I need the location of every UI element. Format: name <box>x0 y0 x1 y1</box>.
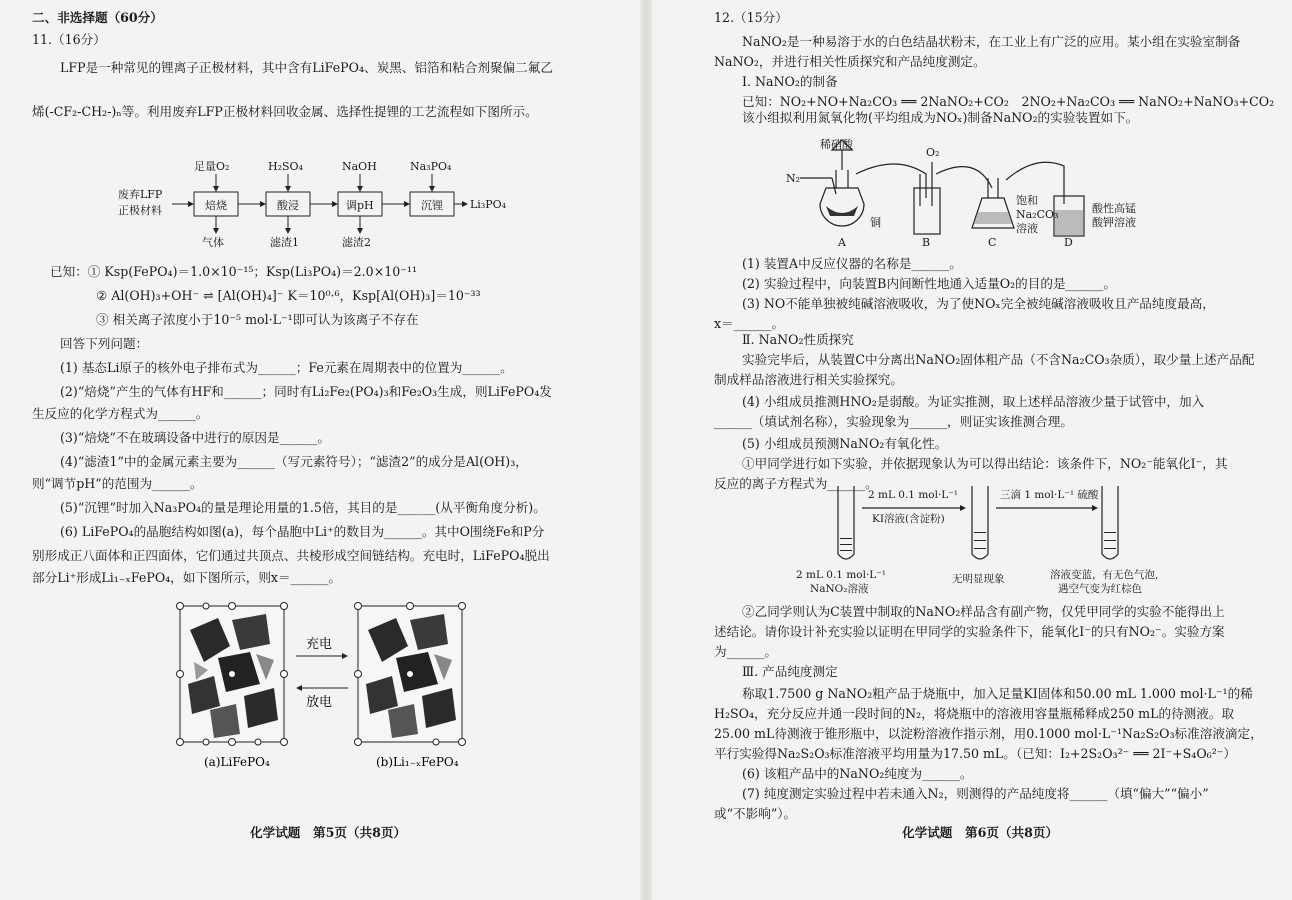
part1-setup: 该小组拟利用氮氧化物(平均组成为NOₓ)制备NaNO₂的实验装置如下。 <box>742 110 1139 125</box>
q11-6c: 部分Li⁺形成Li₁₋ₓFePO₄，如下图所示，则x＝______。 <box>32 570 342 585</box>
crystal-b <box>355 603 466 746</box>
part3-title: Ⅲ. 产品纯度测定 <box>742 664 838 679</box>
label-o2: O₂ <box>926 146 940 159</box>
label-D: D <box>1064 236 1073 249</box>
q12-5-2b: 述结论。请你设计补充实验以证明在甲同学的实验条件下，能氧化I⁻的只有NO₂⁻。实验方案 <box>714 624 1225 639</box>
q12-1: (1) 装置A中反应仪器的名称是______。 <box>742 256 962 271</box>
process-flow-diagram <box>110 158 510 250</box>
flow-step-roast: 焙烧 <box>205 199 227 212</box>
part3-line-1: 称取1.7500 g NaNO₂粗产品于烧瓶中，加入足量KI固体和50.00 mL 1.000 mol·L⁻¹的稀 <box>742 686 1253 701</box>
tube2-label: 无明显现象 <box>952 573 1005 585</box>
q11-4a: (4)“滤渣1”中的金属元素主要为______（写元素符号）；“滤渣2”的成分是Al(OH)₃， <box>60 454 528 469</box>
output-residue-1: 滤渣1 <box>270 236 299 249</box>
q11-line-1: LFP是一种常见的锂离子正极材料，其中含有LiFePO₄、炭黑、铝箔和粘合剂聚偏二氟乙 <box>60 60 553 75</box>
label-sat-1: 饱和 <box>1016 194 1038 207</box>
label-charge: 充电 <box>306 637 333 652</box>
flow-step-leach: 酸浸 <box>277 199 299 212</box>
q11-5: (5)“沉锂”时加入Na₃PO₄的量是理论用量的1.5倍，其目的是______(从平衡角度分析)。 <box>60 500 546 515</box>
part2-line-1: 实验完毕后，从装置C中分离出NaNO₂固体粗产品（不含Na₂CO₃杂质），取少量上述产品配 <box>742 352 1255 367</box>
known-3: ③ 相关离子浓度小于10⁻⁵ mol·L⁻¹即可认为该离子不存在 <box>96 312 419 327</box>
tube1-line1: 2 mL 0.1 mol·L⁻¹ <box>796 569 887 581</box>
q12-4a: (4) 小组成员推测HNO₂是弱酸。为证实推测，取上述样品溶液少量于试管中，加入 <box>742 394 1205 409</box>
apparatus-diagram <box>786 134 1176 250</box>
q12-5-1a: ①甲同学进行如下实验，并依据现象认为可以得出结论：该条件下，NO₂⁻能氧化I⁻，其 <box>742 456 1228 471</box>
label-discharge: 放电 <box>306 695 333 710</box>
q11-1: (1) 基态Li原子的核外电子排布式为______；Fe元素在周期表中的位置为______。 <box>60 360 513 375</box>
flow-input-2: 正极材料 <box>118 204 162 217</box>
q12-3a: (3) NO不能单独被纯碱溶液吸收，为了使NOₓ完全被纯碱溶液吸收且产品纯度最高， <box>742 296 1215 311</box>
label-sat-3: 溶液 <box>1016 222 1038 235</box>
label-dilute-nitric: 稀硝酸 <box>820 138 853 151</box>
reagent-h2so4: H₂SO₄ <box>268 160 303 173</box>
section-title: 二、非选择题（60分） <box>32 10 163 25</box>
caption-b: (b)Li₁₋ₓFePO₄ <box>376 755 459 769</box>
label-C: C <box>988 236 997 249</box>
q12-7b: 或“不影响”）。 <box>714 806 797 821</box>
q12-6: (6) 该粗产品中的NaNO₂纯度为______。 <box>742 766 973 781</box>
part1-known: 已知：NO₂+NO+Na₂CO₃ ══ 2NaNO₂+CO₂ 2NO₂+Na₂CO₃ ══ NaNO₂+NaNO₃+CO₂ <box>742 94 1275 109</box>
arrow1-bottom: KI溶液(含淀粉) <box>872 513 945 525</box>
answer-prompt: 回答下列问题： <box>60 336 149 351</box>
q12-3b: x＝______。 <box>714 316 785 331</box>
q12-5-2a: ②乙同学则认为C装置中制取的NaNO₂样品含有副产物，仅凭甲同学的实验不能得出上 <box>742 604 1225 619</box>
reagent-naoh: NaOH <box>342 160 377 173</box>
known-1: 已知：① Ksp(FePO₄)＝1.0×10⁻¹⁵；Ksp(Li₃PO₄)＝2.0×10⁻¹¹ <box>50 264 418 279</box>
q12-5: (5) 小组成员预测NaNO₂有氧化性。 <box>742 436 948 451</box>
reagent-o2: 足量O₂ <box>194 160 230 173</box>
q12-4b: ______（填试剂名称），实验现象为______，则证实该推测合理。 <box>714 414 1073 429</box>
page-footer-right: 化学试题 第6页（共8页） <box>902 825 1059 840</box>
output-gas: 气体 <box>202 236 224 249</box>
q11-2a: (2)“焙烧”产生的气体有HF和______；同时有Li₂Fe₂(PO₄)₃和Fe₂O₃生成，则LiFePO₄发 <box>60 384 552 399</box>
caption-a: (a)LiFePO₄ <box>204 755 270 769</box>
test-tube-diagram <box>796 478 1236 598</box>
part3-line-3: 25.00 mL待测液于锥形瓶中，以淀粉溶液作指示剂，用0.1000 mol·L⁻¹Na₂S₂O₃标准溶液滴定， <box>714 726 1263 741</box>
tube3-line1: 溶液变蓝，有无色气泡, <box>1050 569 1159 581</box>
flow-step-li: 沉锂 <box>421 199 443 212</box>
q11-line-2: 烯(-CF₂-CH₂-)ₙ等。利用废弃LFP正极材料回收金属、选择性提锂的工艺流程如下图所示。 <box>32 104 538 119</box>
q12-5-2c: 为______。 <box>714 644 777 659</box>
flow-step-ph: 调pH <box>346 199 374 212</box>
part2-title: Ⅱ. NaNO₂性质探究 <box>742 332 854 347</box>
label-B: B <box>922 236 931 249</box>
label-kmno4-2: 酸钾溶液 <box>1092 216 1136 229</box>
arrow1-top: 2 mL 0.1 mol·L⁻¹ <box>868 489 959 501</box>
q11-2b: 生反应的化学方程式为______。 <box>32 406 209 421</box>
label-A: A <box>838 236 846 249</box>
crystal-a <box>177 603 288 746</box>
part1-title: Ⅰ. NaNO₂的制备 <box>742 74 838 89</box>
label-copper: 铜 <box>870 216 881 229</box>
crystal-structure-figure <box>170 600 470 780</box>
output-residue-2: 滤渣2 <box>342 236 371 249</box>
arrow2-top: 三滴 1 mol·L⁻¹ 硫酸 <box>1000 489 1099 501</box>
label-n2: N₂ <box>786 172 801 185</box>
part3-line-2: H₂SO₄，充分反应并通一段时间的N₂，将烧瓶中的溶液用容量瓶稀释成250 mL的待测液。取 <box>714 706 1235 721</box>
q12-header: 12.（15分） <box>714 10 788 25</box>
q11-header: 11.（16分） <box>32 32 106 47</box>
page-6 <box>646 0 1292 900</box>
q12-intro-2: NaNO₂，并进行相关性质探究和产品纯度测定。 <box>714 54 986 69</box>
q12-7a: (7) 纯度测定实验过程中若未通入N₂，则测得的产品纯度将______（填“偏大”“偏小” <box>742 786 1209 801</box>
part2-line-2: 制成样品溶液进行相关实验探究。 <box>714 372 903 387</box>
label-sat-2: Na₂CO₃ <box>1016 208 1059 221</box>
known-2: ② Al(OH)₃+OH⁻ ⇌ [Al(OH)₄]⁻ K＝10⁰·⁶，Ksp[Al(OH)₃]＝10⁻³³ <box>96 288 481 303</box>
q12-intro-1: NaNO₂是一种易溶于水的白色结晶状粉末，在工业上有广泛的应用。某小组在实验室制备 <box>742 34 1241 49</box>
page-footer-left: 化学试题 第5页（共8页） <box>250 825 407 840</box>
tube1-line2: NaNO₂溶液 <box>810 583 869 595</box>
flow-product: Li₃PO₄ <box>470 198 507 211</box>
q12-2: (2) 实验过程中，向装置B内间断性地通入适量O₂的目的是______。 <box>742 276 1116 291</box>
q12-5-1b: 反应的离子方程式为______。 <box>714 476 878 491</box>
reagent-na3po4: Na₃PO₄ <box>410 160 452 173</box>
q11-3: (3)“焙烧”不在玻璃设备中进行的原因是______。 <box>60 430 330 445</box>
flow-input-1: 废弃LFP <box>118 188 163 201</box>
q11-6a: (6) LiFePO₄的晶胞结构如图(a)，每个晶胞中Li⁺的数目为______。其中O围绕Fe和P分 <box>60 524 545 539</box>
part3-line-4: 平行实验得Na₂S₂O₃标准溶液平均用量为17.50 mL。（已知：I₂+2S₂O₃²⁻ ══ 2I⁻+S₄O₆²⁻） <box>714 746 1236 761</box>
q11-4b: 则“调节pH”的范围为______。 <box>32 476 203 491</box>
q11-6b: 别形成正八面体和正四面体，它们通过共顶点、共棱形成空间链结构。充电时，LiFePO₄脱出 <box>32 548 550 563</box>
label-kmno4-1: 酸性高锰 <box>1092 202 1136 215</box>
tube3-line2: 遇空气变为红棕色 <box>1058 583 1142 595</box>
